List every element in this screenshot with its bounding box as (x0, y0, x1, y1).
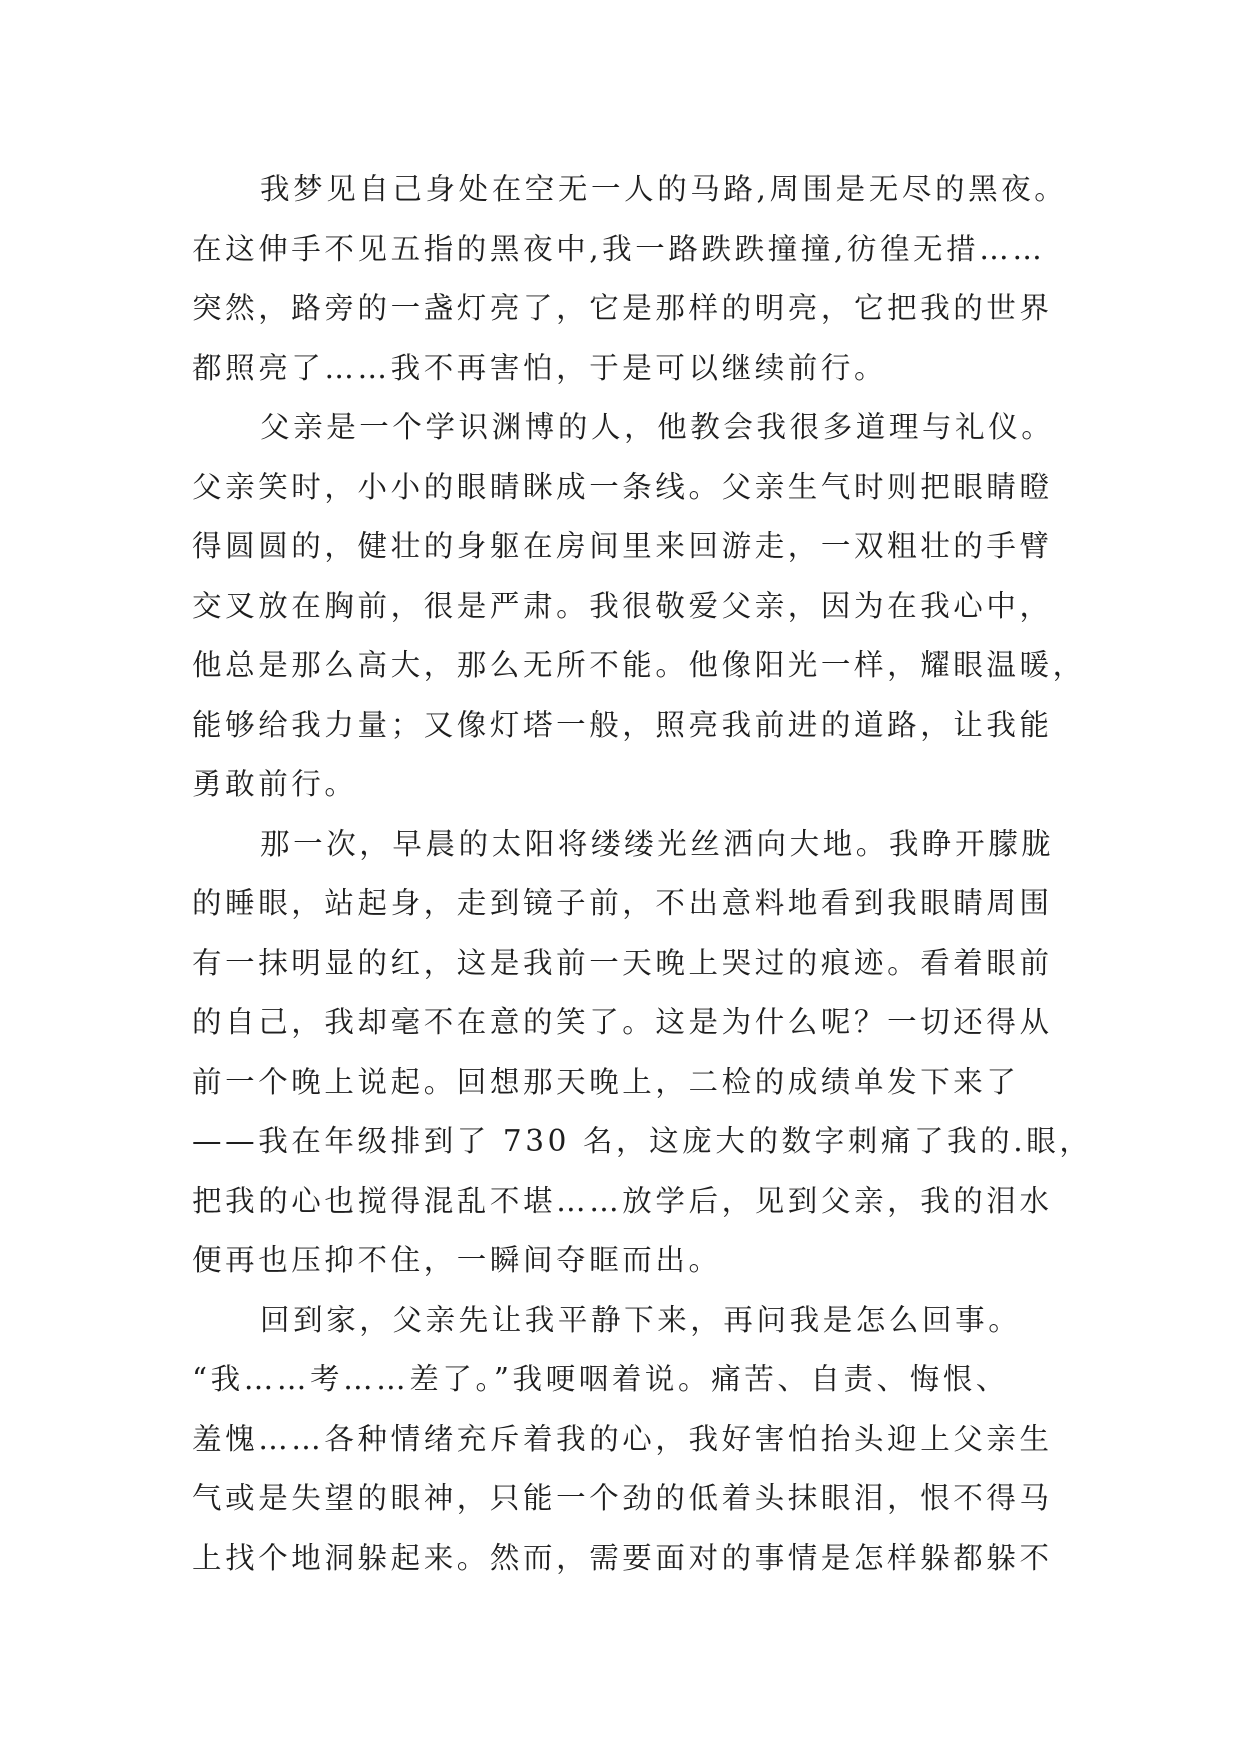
text-line: 前一个晚上说起。回想那天晚上，二检的成绩单发下来了 (192, 1064, 1020, 1099)
text-line: 有一抹明显的红，这是我前一天晚上哭过的痕迹。看着眼前 (192, 945, 1053, 980)
text-line: “我……考……差了。”我哽咽着说。痛苦、自责、悔恨、 (192, 1362, 1010, 1396)
text-line: 交叉放在胸前，很是严肃。我很敬爱父亲，因为在我心中， (192, 588, 1053, 623)
text-line: 都照亮了……我不再害怕，于是可以继续前行。 (192, 350, 888, 385)
text-line: 勇敢前行。 (192, 767, 358, 801)
text-line: 我梦见自己身处在空无一人的马路,周围是无尽的黑夜。 (260, 172, 1068, 206)
text-line: 上找个地洞躲起来。然而，需要面对的事情是怎样躲都躲不 (192, 1540, 1053, 1575)
text-line: 便再也压抑不住，一瞬间夺眶而出。 (192, 1243, 722, 1277)
text-line: 的自己，我却毫不在意的笑了。这是为什么呢？一切还得从 (192, 1005, 1053, 1039)
text-line: 把我的心也搅得混乱不堪……放学后，见到父亲，我的泪水 (192, 1183, 1053, 1218)
text-line: 突然，路旁的一盏灯亮了，它是那样的明亮，它把我的世界 (192, 291, 1053, 325)
paragraph-1 (192, 160, 1072, 398)
text-line: 他总是那么高大，那么无所不能。他像阳光一样，耀眼温暖， (192, 648, 1086, 682)
text-line: 的睡眼，站起身，走到镜子前，不出意料地看到我眼睛周围 (192, 886, 1053, 920)
text-line: 那一次，早晨的太阳将缕缕光丝洒向大地。我睁开朦胧 (260, 826, 1055, 861)
text-line: ——我在年级排到了 730 名，这庞大的数字刺痛了我的.眼， (192, 1124, 1093, 1158)
text-line: 回到家，父亲先让我平静下来，再问我是怎么回事。 (260, 1302, 1022, 1337)
paragraph-3 (192, 815, 1093, 1291)
text-line: 得圆圆的，健壮的身躯在房间里来回游走，一双粗壮的手臂 (192, 529, 1053, 563)
body-text (192, 160, 1093, 1588)
text-line: 气或是失望的眼神，只能一个劲的低着头抹眼泪，恨不得马 (192, 1481, 1053, 1515)
text-line: 在这伸手不见五指的黑夜中,我一路跌跌撞撞,彷徨无措…… (192, 231, 1046, 266)
paragraph-2 (192, 398, 1086, 815)
text-line: 父亲是一个学识渊博的人，他教会我很多道理与礼仪。 (260, 410, 1055, 444)
text-line: 父亲笑时，小小的眼睛眯成一条线。父亲生气时则把眼睛瞪 (192, 469, 1053, 504)
text-line: 能够给我力量；又像灯塔一般，照亮我前进的道路，让我能 (192, 707, 1053, 742)
text-line: 羞愧……各种情绪充斥着我的心，我好害怕抬头迎上父亲生 (192, 1421, 1053, 1456)
paragraph-4 (192, 1291, 1072, 1589)
